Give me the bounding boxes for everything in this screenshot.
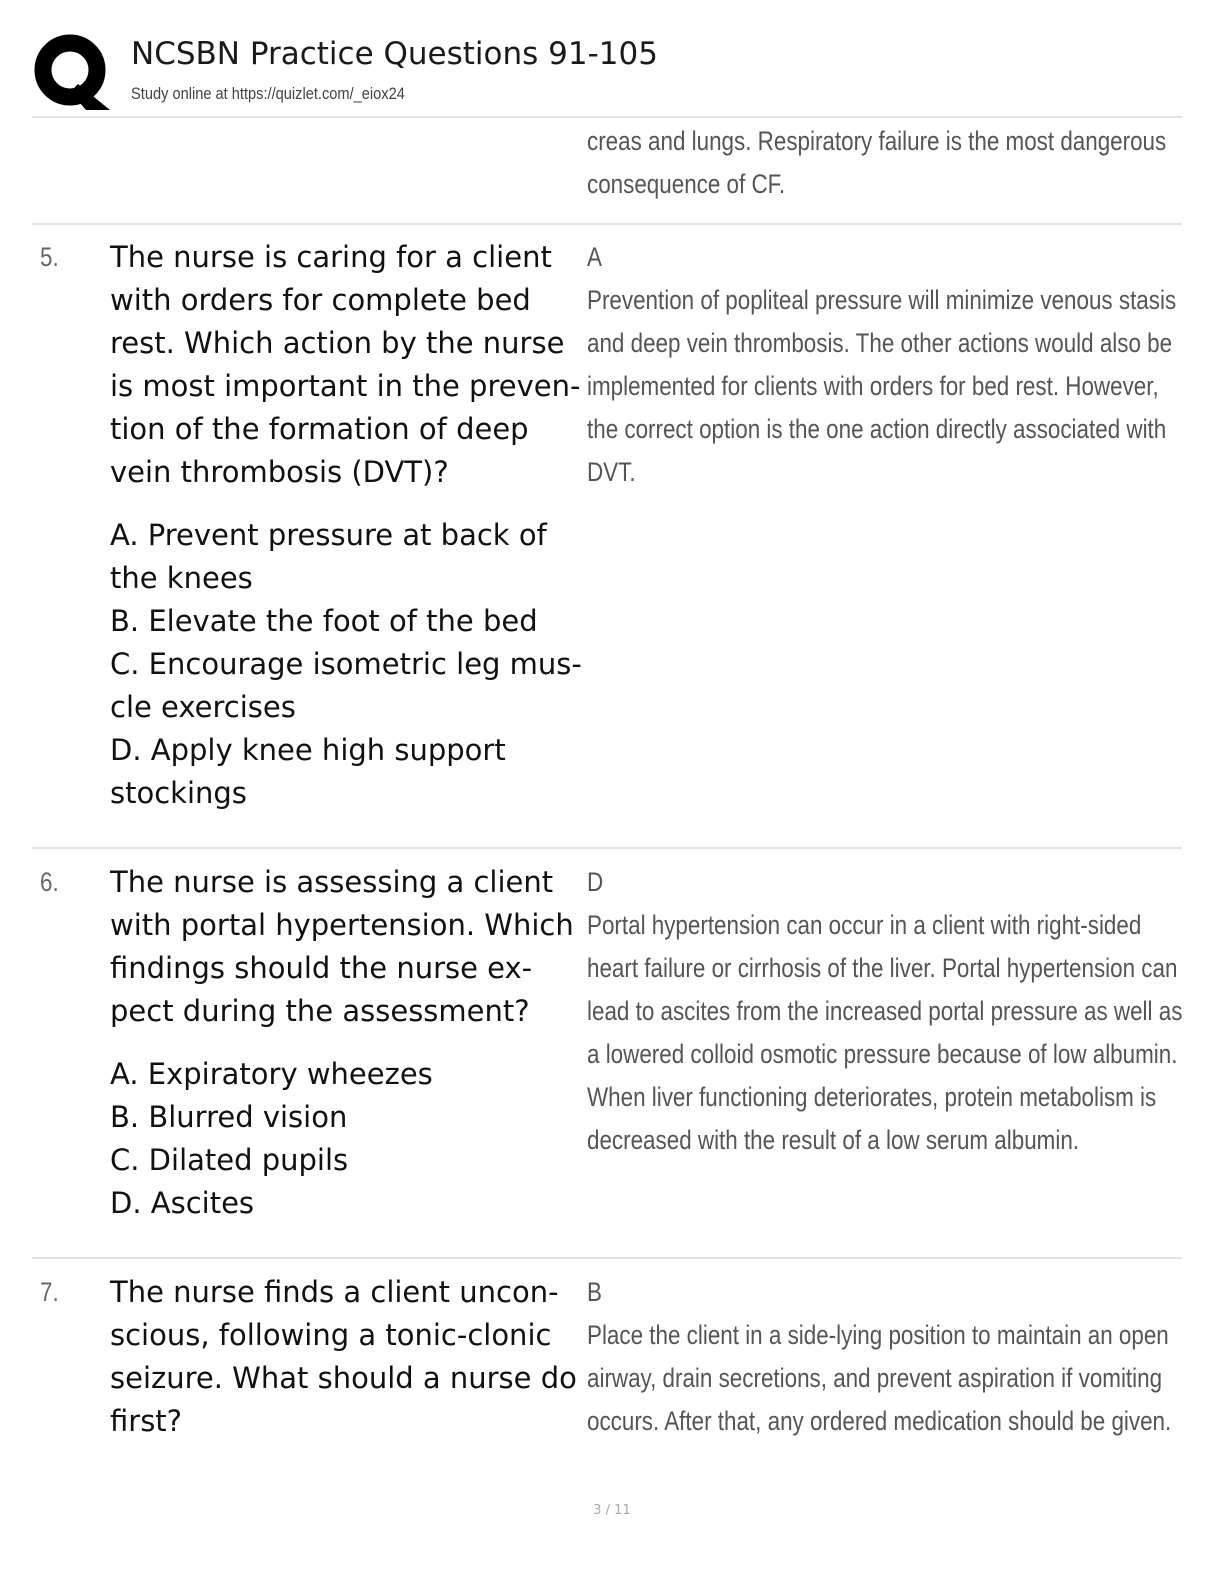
question-line: pect during the assessment? (110, 994, 530, 1028)
answer-options (110, 514, 585, 815)
option-line: A. Prevent pressure at back of (110, 518, 547, 552)
option-line: C. Encourage isometric leg mus- (110, 647, 582, 681)
explanation-line: heart failure or cirrhosis of the liver. Portal hypertension can (587, 953, 1178, 983)
option-line: D. Ascites (110, 1186, 255, 1220)
page-number: 3 / 11 (593, 1503, 631, 1518)
answer-panel (587, 1271, 1224, 1443)
option-line: stockings (110, 776, 247, 810)
question-line: tion of the formation of deep (110, 412, 529, 446)
question-line: rest. Which action by the nurse (110, 326, 565, 360)
explanation-line: a lowered colloid osmotic pressure because of low albumin. (587, 1039, 1178, 1069)
study-link[interactable]: Study online at https://quizlet.com/_eiox24 (131, 84, 405, 103)
question-line: scious, following a tonic-clonic (110, 1318, 552, 1352)
row-divider (32, 847, 1182, 849)
explanation (587, 1314, 1172, 1443)
question-line: with portal hypertension. Which (110, 908, 574, 942)
option-line: B. Blurred vision (110, 1100, 348, 1134)
question-line: The nurse is assessing a client (110, 865, 554, 899)
answer-letter: A (587, 242, 602, 272)
option-line: B. Elevate the foot of the bed (110, 604, 538, 638)
explanation-line: decreased with the result of a low serum albumin. (587, 1125, 1080, 1155)
explanation-line: DVT. (587, 457, 636, 487)
answer-panel (587, 236, 1224, 494)
explanation-line: lead to ascites from the increased portal pressure as well as (587, 996, 1183, 1026)
option-line: the knees (110, 561, 253, 595)
quizlet-logo-icon (34, 34, 110, 110)
question-text (110, 861, 585, 1225)
question-text (110, 1271, 585, 1443)
question-line: vein thrombosis (DVT)? (110, 455, 449, 489)
question-number: 7. (40, 1277, 59, 1307)
explanation-line: When liver functioning deteriorates, protein metabolism is (587, 1082, 1157, 1112)
explanation (587, 904, 1183, 1162)
answer-panel (587, 861, 1224, 1162)
question-number: 6. (40, 867, 59, 897)
explanation-line: implemented for clients with orders for bed rest. However, (587, 371, 1159, 401)
explanation-line: airway, drain secretions, and prevent aspiration if vomiting (587, 1363, 1163, 1393)
question-line: first? (110, 1404, 183, 1438)
explanation (587, 279, 1177, 494)
option-line: cle exercises (110, 690, 296, 724)
answer-options (110, 1053, 585, 1225)
explanation-line: occurs. After that, any ordered medication should be given. (587, 1406, 1172, 1436)
explanation-line: and deep vein thrombosis. The other actions would also be (587, 328, 1173, 358)
explanation-line: the correct option is the one action directly associated with (587, 414, 1167, 444)
question-line: The nurse is caring for a client (110, 240, 552, 274)
answer-letter: B (587, 1277, 602, 1307)
question-line: findings should the nurse ex- (110, 951, 533, 985)
explanation-line: Prevention of popliteal pressure will minimize venous stasis (587, 285, 1177, 315)
option-line: C. Dilated pupils (110, 1143, 349, 1177)
explanation-line: consequence of CF. (587, 169, 786, 199)
question-line: seizure. What should a nurse do (110, 1361, 577, 1395)
row-divider (32, 1257, 1182, 1259)
explanation-line: creas and lungs. Respiratory failure is the most dangerous (587, 126, 1167, 156)
row-divider (32, 223, 1182, 225)
option-line: D. Apply knee high support (110, 733, 506, 767)
question-line: The nurse finds a client uncon- (110, 1275, 559, 1309)
header-divider (32, 116, 1182, 118)
explanation-line: Place the client in a side-lying position to maintain an open (587, 1320, 1169, 1350)
page-header (34, 32, 1184, 116)
question-text (110, 236, 585, 815)
question-line: is most important in the preven- (110, 369, 581, 403)
previous-explanation-continuation (587, 120, 1166, 206)
option-line: A. Expiratory wheezes (110, 1057, 433, 1091)
question-line: with orders for complete bed (110, 283, 531, 317)
explanation-line: Portal hypertension can occur in a client with right-sided (587, 910, 1142, 940)
answer-letter: D (587, 867, 604, 897)
question-number: 5. (40, 242, 59, 272)
page-title: NCSBN Practice Questions 91-105 (131, 36, 658, 72)
